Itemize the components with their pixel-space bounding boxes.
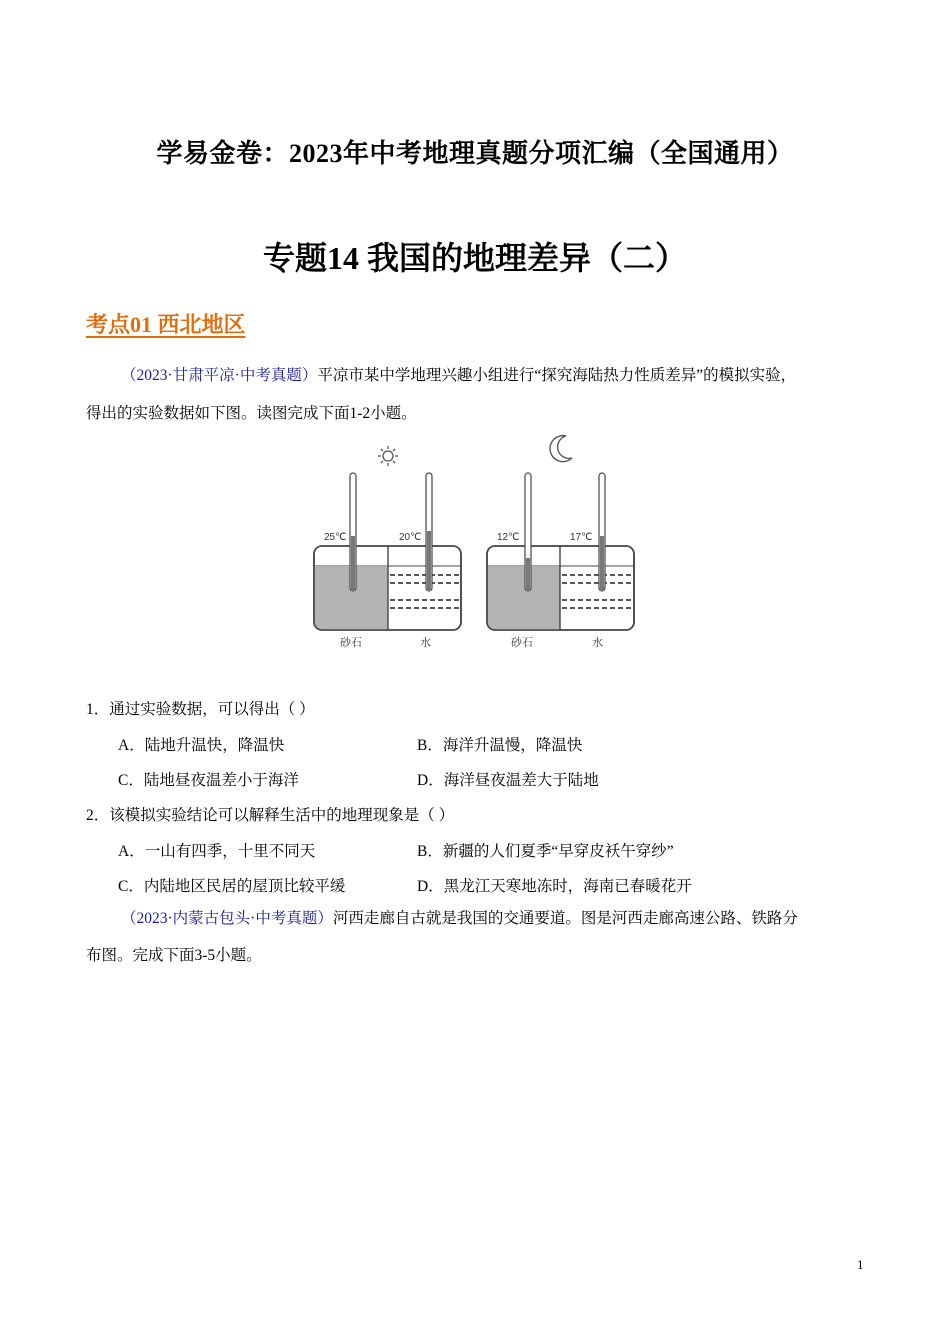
question-2-option-d: D．黑龙江天寒地冻时，海南已春暖花开 (417, 878, 692, 895)
day-sand-temp: 25℃ (324, 532, 347, 543)
day-water-label: 水 (420, 637, 431, 649)
question-2-stem: 2．该模拟实验结论可以解释生活中的地理现象是（ ） (86, 807, 455, 824)
question-1-option-c: C．陆地昼夜温差小于海洋 (118, 772, 299, 789)
passage2-line2: 布图。完成下面3-5小题。 (86, 947, 262, 964)
document-header-title: 学易金卷：2023年中考地理真题分项汇编（全国通用） (156, 139, 794, 168)
question-1-option-a: A．陆地升温快，降温快 (118, 737, 285, 754)
page-number: 1 (857, 1257, 864, 1272)
passage1-line1 (121, 366, 796, 386)
day-sand-label: 砂石 (340, 637, 362, 649)
section-heading: 考点01 西北地区 (86, 312, 246, 337)
day-container (314, 473, 461, 630)
question-1-option-b: B．海洋升温慢，降温快 (417, 737, 583, 754)
passage1-source: （2023·甘肃平凉·中考真题） (121, 367, 318, 384)
passage1-text: 平凉市某中学地理兴趣小组进行“探究海陆热力性质差异”的模拟实验， (317, 367, 797, 384)
question-2-option-a: A．一山有四季，十里不同天 (118, 843, 316, 860)
night-sand-temp: 12℃ (497, 532, 520, 543)
question-1-stem: 1．通过实验数据，可以得出（ ） (86, 701, 315, 718)
question-2-option-b: B．新疆的人们夏季“早穿皮袄午穿纱” (417, 843, 674, 860)
passage2-text: 河西走廊自古就是我国的交通要道。图是河西走廊高速公路、铁路分 (332, 910, 798, 927)
question-2-option-c: C．内陆地区民居的屋顶比较平缓 (118, 878, 346, 895)
passage2-source: （2023·内蒙古包头·中考真题） (121, 910, 333, 927)
night-container (487, 473, 634, 630)
night-water-label: 水 (592, 637, 603, 649)
passage1-line2: 得出的实验数据如下图。读图完成下面1-2小题。 (86, 405, 417, 422)
moon-icon (550, 436, 572, 462)
night-water-temp: 17℃ (570, 532, 593, 543)
night-sand-label: 砂石 (511, 637, 533, 649)
topic-title: 专题14 我国的地理差异（二） (262, 240, 687, 276)
question-1-option-d: D．海洋昼夜温差大于陆地 (417, 772, 599, 789)
sun-icon (378, 446, 398, 466)
day-water-temp: 20℃ (399, 532, 422, 543)
passage2-line1 (121, 909, 798, 929)
experiment-diagram (300, 428, 650, 653)
